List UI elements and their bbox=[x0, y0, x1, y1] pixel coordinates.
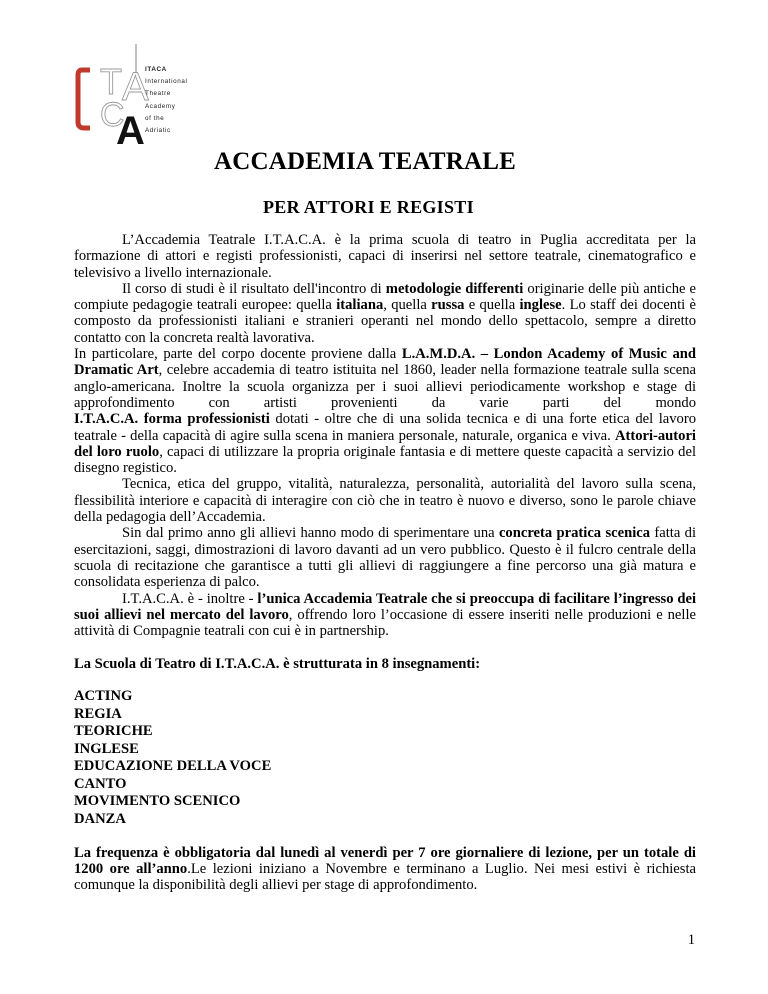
paragraph-practice bbox=[74, 525, 696, 590]
logo-line: ITACA bbox=[145, 66, 167, 73]
text-run: , celebre accademia di teatro istituita nel 1860, leader nella formazione teatrale sulla scena anglo-americana. Inoltre la scuola organizza per i suoi allievi periodicamente workshop e stage di approfondimento con artisti provenienti da varie parti del mondo bbox=[74, 362, 696, 411]
text-run: , quella bbox=[383, 297, 432, 314]
list-item: CANTO bbox=[74, 775, 127, 792]
text-run-bold: I.T.A.C.A. forma professionisti bbox=[74, 411, 270, 428]
text-run: Sin dal primo anno gli allievi hanno modo di sperimentare una bbox=[122, 525, 499, 542]
text-run: .Le lezioni iniziano a Novembre e terminano a Luglio. Nei mesi estivi è richiesta comunque la disponibilità degli allievi per stage di approfondimento. bbox=[74, 860, 696, 894]
list-item: DANZA bbox=[74, 810, 126, 827]
logo-letter-a1: A bbox=[122, 65, 149, 109]
logo-letter-t: T bbox=[100, 61, 122, 102]
logo-bracket-shape bbox=[78, 70, 90, 128]
text-run: In particolare, parte del corpo docente proviene dalla bbox=[74, 346, 402, 363]
text-run-bold: Attori-autori del loro ruolo bbox=[74, 427, 696, 460]
page-number: 1 bbox=[687, 932, 695, 948]
paragraph-professionals bbox=[74, 411, 696, 476]
page-subtitle: PER ATTORI E REGISTI bbox=[263, 197, 474, 217]
logo-line: Theatre bbox=[145, 90, 171, 98]
list-item: TEORICHE bbox=[74, 723, 153, 740]
text-run: , offrendo loro l’occasione di essere inseriti nelle produzioni e nelle attività di Compagnie teatrali con cui è in partnership. bbox=[74, 606, 696, 640]
paragraph-market bbox=[74, 591, 696, 640]
text-run: fatta di esercitazioni, saggi, dimostrazioni di lavoro davanti ad un vero pubblico. Questo è il fulcro centrale della scuola di recitazione che garantisce a tutti gli allievi di raggiungere a fine percorso una già matura e consolidata esperienza di palco. bbox=[74, 525, 697, 591]
text-run: I.T.A.C.A. è - inoltre - bbox=[122, 590, 258, 607]
list-item: INGLESE bbox=[74, 740, 139, 757]
text-run: . Lo staff dei docenti è composto da professionisti italiani e stranieri operanti nel mondo dello spettacolo, sempre a diretto contatto con la concreta realtà lavorativa. bbox=[74, 297, 696, 346]
spacer bbox=[74, 672, 696, 688]
text-run-bold: concreta pratica scenica bbox=[498, 525, 651, 542]
logo-caption bbox=[145, 64, 187, 137]
text-run-bold: La frequenza è obbligatoria dal lunedì al venerdì per 7 ore giornaliere di lezione, per un totale di 1200 ore all’anno bbox=[74, 844, 696, 877]
text-run-bold: La Scuola di Teatro di I.T.A.C.A. è strutturata in 8 insegnamenti: bbox=[74, 655, 481, 672]
spacer bbox=[74, 828, 696, 844]
text-run: , capaci di utilizzare la propria originale fantasia e di mettere queste capacità a servizio del disegno registico. bbox=[74, 443, 696, 477]
paragraph-lamda bbox=[74, 346, 696, 411]
list-item: MOVIMENTO SCENICO bbox=[74, 793, 241, 810]
text-run: e quella bbox=[464, 297, 520, 314]
text-run-bold: inglese bbox=[519, 297, 562, 314]
text-run: originarie delle più antiche e compiute pedagogie teatrali europee: quella bbox=[74, 280, 697, 314]
paragraph-attendance bbox=[74, 845, 696, 894]
logo-line: of the bbox=[145, 114, 165, 122]
paragraph-methods bbox=[74, 281, 696, 346]
paragraph-intro: L’Accademia Teatrale I.T.A.C.A. è la prima scuola di teatro in Puglia accreditata per la formazione di attori e registi professionisti, capaci di inserirsi nel settore teatrale, cinematografico e televisivo a livello internazionale. bbox=[74, 232, 696, 281]
list-item: EDUCAZIONE DELLA VOCE bbox=[74, 758, 272, 775]
list-item: ACTING bbox=[74, 688, 133, 705]
logo-letter-c: C bbox=[100, 96, 125, 134]
paragraph-keywords: Tecnica, etica del gruppo, vitalità, naturalezza, personalità, autorialità del lavoro sulla scena, flessibilità interiore e capacità di interagire con ciò che in teatro è nuovo e diverso, sono le parole chiave della pedagogia dell’Accademia. bbox=[74, 476, 696, 526]
text-run: Il corso di studi è il risultato dell'incontro di bbox=[122, 280, 386, 297]
subjects-list bbox=[74, 688, 696, 828]
text-run-bold: l’unica Accademia Teatrale che si preoccupa di facilitare l’ingresso dei suoi allievi nel mercato del lavoro bbox=[74, 590, 697, 623]
text-run: dotati - oltre che di una solida tecnica e di una forte etica del lavoro teatrale - della capacità di agire sulla scena in maniera personale, naturale, organica e viva. bbox=[74, 411, 696, 444]
logo-line: International bbox=[145, 78, 188, 86]
spacer bbox=[74, 639, 696, 655]
page-title: ACCADEMIA TEATRALE bbox=[214, 148, 517, 175]
text-run-bold: italiana bbox=[336, 297, 384, 314]
list-item: REGIA bbox=[74, 705, 122, 722]
document-body bbox=[74, 232, 696, 894]
logo-letter-a2: A bbox=[116, 109, 145, 152]
logo-line: Adriatic bbox=[145, 127, 171, 135]
logo-line: Academy bbox=[145, 102, 176, 110]
text-run-bold: metodologie differenti bbox=[385, 280, 524, 297]
text-run-bold: L.A.M.D.A. – London Academy of Music and Dramatic Art bbox=[74, 346, 696, 379]
subjects-intro bbox=[74, 656, 696, 672]
text-run-bold: russa bbox=[431, 297, 465, 314]
